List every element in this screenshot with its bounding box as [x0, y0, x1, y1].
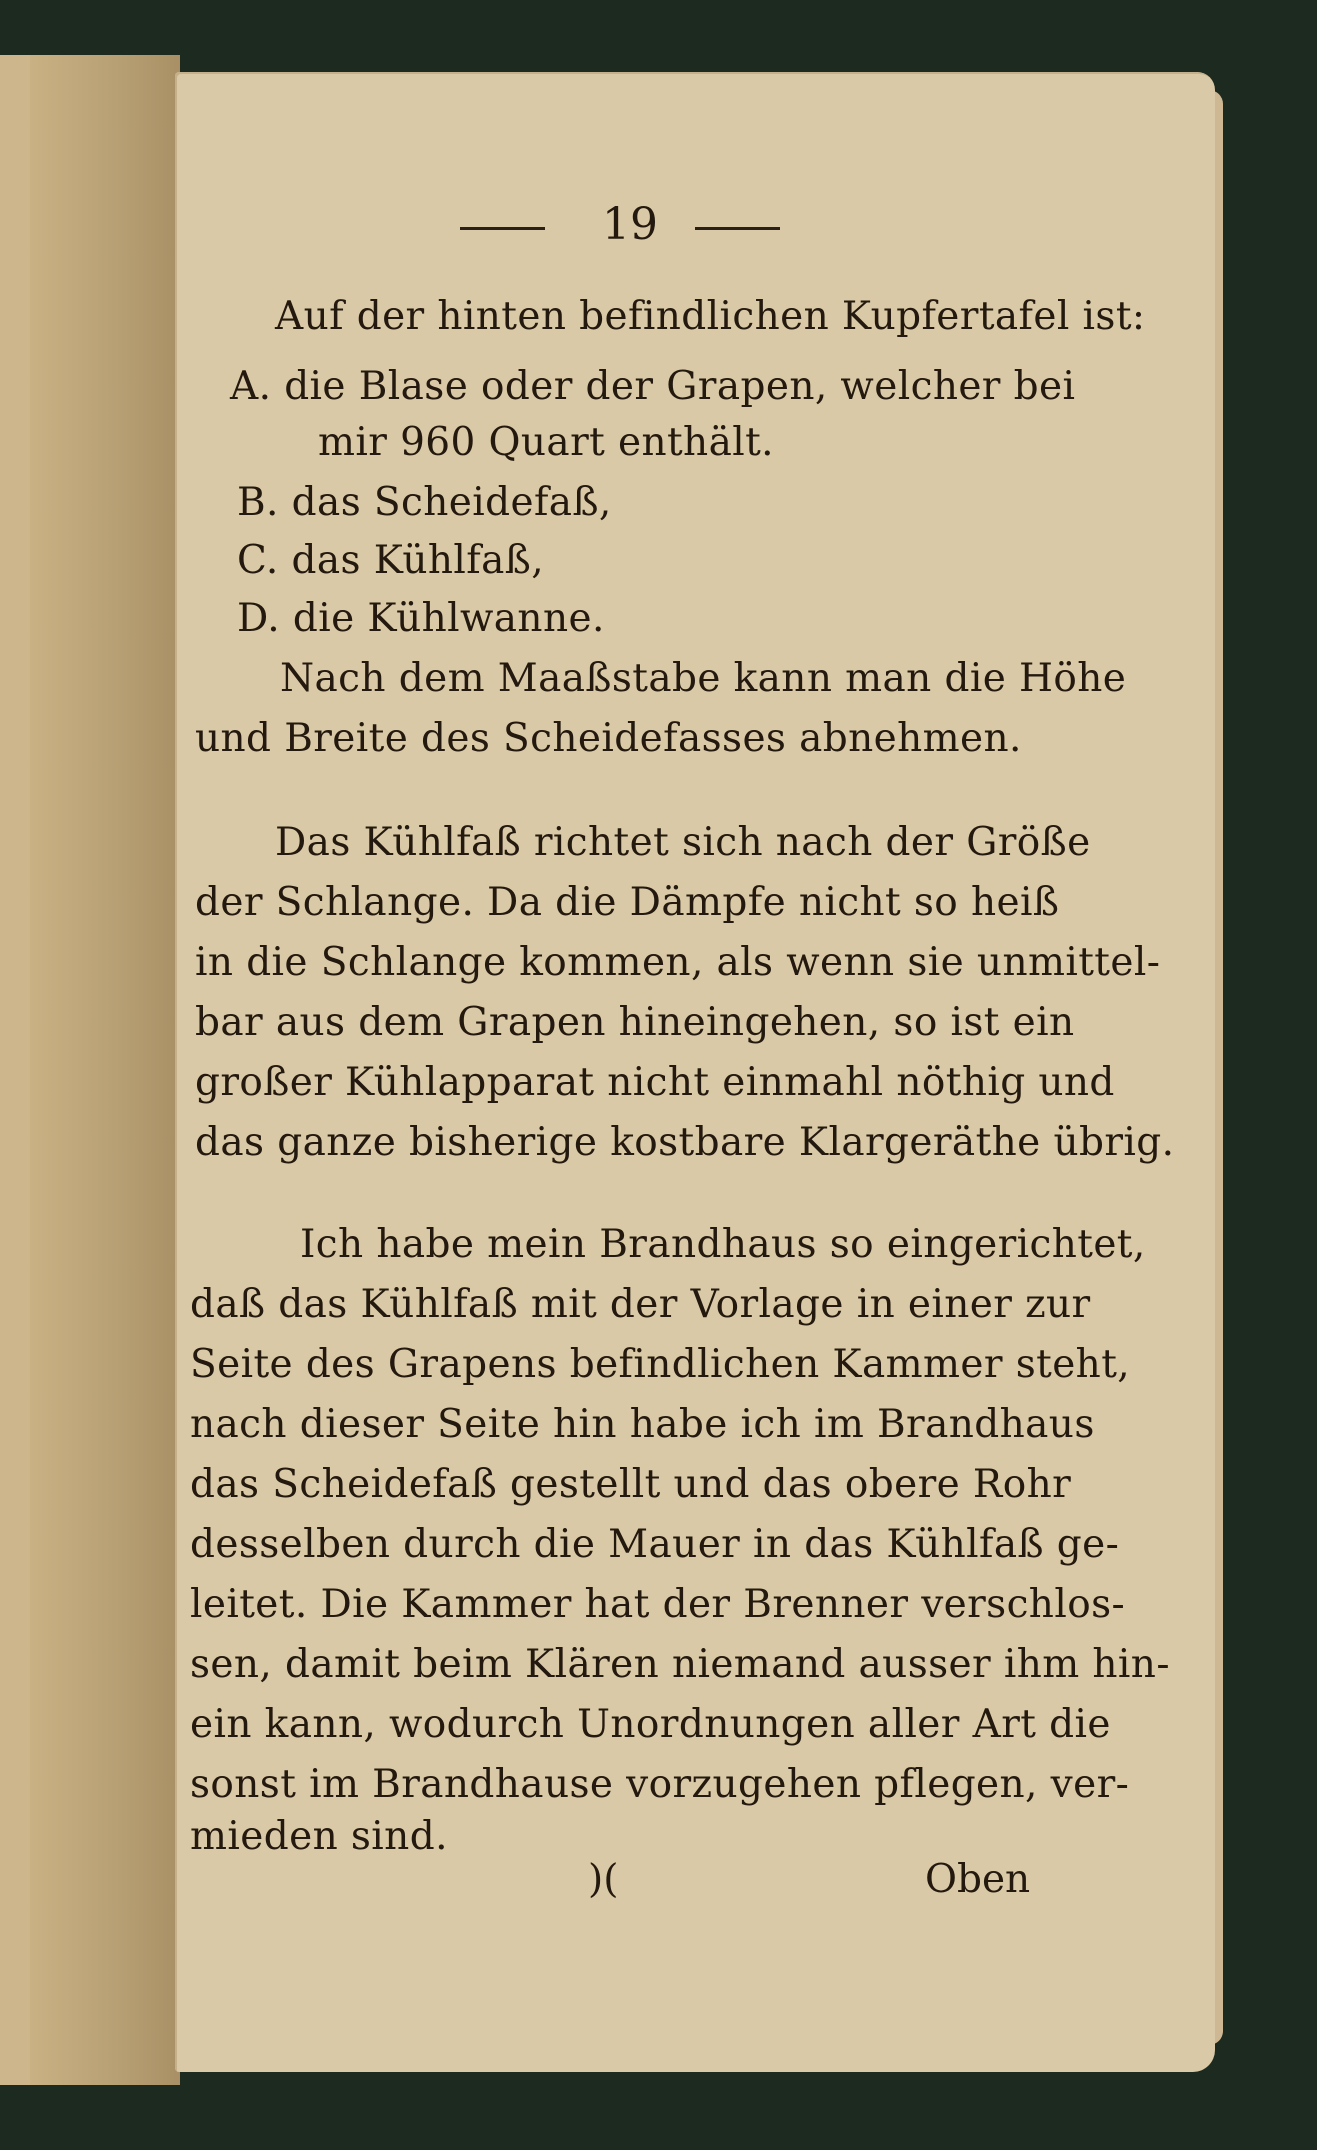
paragraph-2-line: großer Kühlapparat nicht einmahl nöthig und [195, 1060, 1115, 1105]
paragraph-3-line: sonst im Brandhause vorzugehen pflegen, ver- [190, 1762, 1130, 1807]
legend-letter: B. [237, 480, 279, 525]
page-header [450, 195, 810, 255]
header-rule-right [695, 227, 780, 230]
catchword: Oben [925, 1857, 1031, 1902]
paragraph-3-line: leitet. Die Kammer hat der Brenner verschlos- [190, 1582, 1126, 1627]
legend-heading: Auf der hinten befindlichen Kupfertafel ist: [275, 294, 1146, 339]
paragraph-3-line: ein kann, wodurch Unordnungen aller Art die [190, 1702, 1111, 1747]
legend-text: die Blase oder der Grapen, welcher bei [284, 364, 1076, 409]
book-gutter [30, 55, 180, 2085]
facing-page-edge [0, 55, 30, 2085]
page-number: 19 [602, 199, 658, 250]
legend-item-a [230, 362, 1075, 412]
paragraph-2-line: bar aus dem Grapen hineingehen, so ist ein [195, 1000, 1075, 1045]
legend-text: das Scheidefaß, [291, 480, 612, 525]
legend-item-a-cont [318, 418, 774, 468]
legend-item-b [237, 478, 612, 528]
paragraph-3-line: Seite des Grapens befindlichen Kammer steht, [190, 1342, 1131, 1387]
paragraph-3-line: das Scheidefaß gestellt und das obere Rohr [190, 1462, 1072, 1507]
legend-text: die Kühlwanne. [292, 596, 605, 641]
legend-letter: C. [237, 538, 279, 583]
paragraph-2-line: das ganze bisherige kostbare Klargeräthe übrig. [195, 1120, 1175, 1165]
signature-mark: )( [588, 1857, 619, 1902]
paragraph-3-line: desselben durch die Mauer in das Kühlfaß ge- [190, 1522, 1120, 1567]
paragraph-3-line: nach dieser Seite hin habe ich im Brandhaus [190, 1402, 1095, 1447]
legend-text: mir 960 Quart enthält. [318, 420, 774, 465]
legend-item-d [237, 594, 605, 644]
paragraph-3-line: daß das Kühlfaß mit der Vorlage in einer zur [190, 1282, 1091, 1327]
paragraph-3-line: sen, damit beim Klären niemand ausser ihm hin- [190, 1642, 1170, 1687]
paragraph-3-line: Ich habe mein Brandhaus so eingerichtet, [300, 1222, 1146, 1267]
legend-letter: D. [237, 596, 281, 641]
paragraph-3-line: mieden sind. [190, 1814, 448, 1859]
header-rule-left [460, 227, 545, 230]
legend-text: das Kühlfaß, [291, 538, 545, 583]
paragraph-2-line: der Schlange. Da die Dämpfe nicht so heiß [195, 880, 1060, 925]
paragraph-2-line: Das Kühlfaß richtet sich nach der Größe [275, 820, 1091, 865]
paragraph-1-line: Nach dem Maaßstabe kann man die Höhe [280, 656, 1127, 701]
legend-item-c [237, 536, 544, 586]
paragraph-1-line: und Breite des Scheidefasses abnehmen. [195, 716, 1022, 761]
legend-letter: A. [230, 364, 272, 409]
paragraph-2-line: in die Schlange kommen, als wenn sie unmittel- [195, 940, 1161, 985]
